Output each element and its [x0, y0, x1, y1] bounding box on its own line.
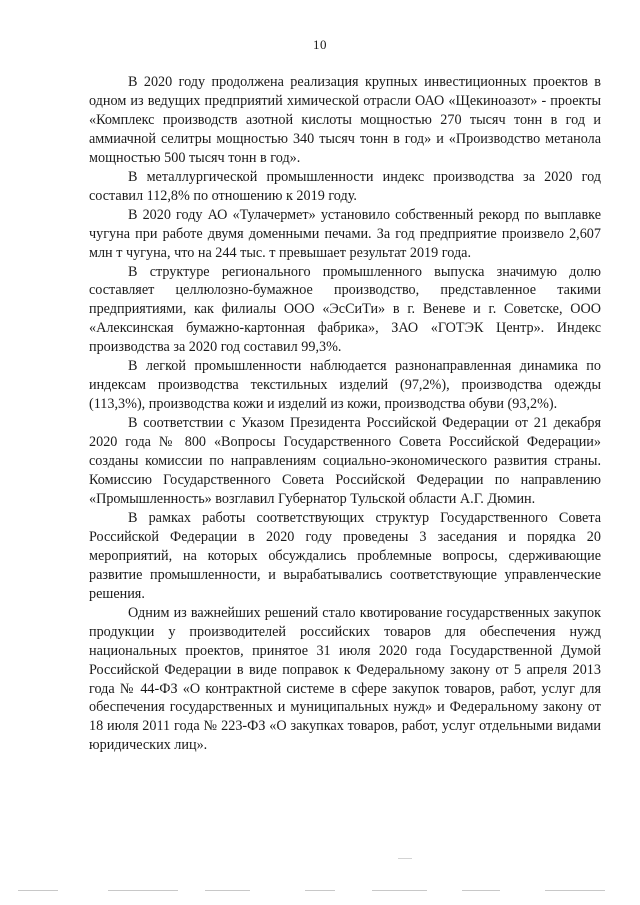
paragraph-state-council-meetings: В рамках работы соответствующих структур Государственного Совета Российской Федерации в 2020 году проведены 3 заседания и порядка 20 мероприятий, на которых обсуждались проблемные вопросы, сдерживающие развитие промышленности, и вырабатывались соответствующие управленческие решения. — [89, 509, 601, 602]
paragraph-procurement-quotas: Одним из важнейших решений стало квотирование государственных закупок продукции у производителей российских товаров для обеспечения нужд национальных проектов, принятое 31 июля 2020 года Государственной Думой Российской Федерации в виде поправок к Федеральному закону от 5 апреля 2013 года № 44-ФЗ «О контрактной системе в сфере закупок товаров, работ, услуг для обеспечения государственных и муниципальных нужд» и Федеральному закону от 18 июля 2011 года № 223-ФЗ «О закупках товаров, работ, услуг отдельными видами юридических лиц». — [89, 604, 601, 754]
paragraph-tulachermet: В 2020 году АО «Тулачермет» установило собственный рекорд по выплавке чугуна при работе двумя доменными печами. За год предприятие произвело 2,607 млн т чугуна, что на 244 тыс. т превышает результат 2019 года. — [89, 206, 601, 261]
paragraph-metallurgy: В металлургической промышленности индекс производства за 2020 год составил 112,8% по отношению к 2019 году. — [89, 168, 601, 204]
body-text — [89, 73, 601, 755]
paragraph-pulp-paper: В структуре регионального промышленного выпуска значимую долю составляет целлюлозно-бумажное производство, представленное такими предприятиями, как филиалы ООО «ЭсСиТи» в г. Веневе и г. Советске, ООО «Алексинская бумажно-картонная фабрика», ЗАО «ГОТЭК Центр». Индекс производства за 2020 год составил 99,3%. — [89, 263, 601, 356]
scan-artifact-bottom-edge — [0, 890, 640, 896]
paragraph-state-council-decree: В соответствии с Указом Президента Российской Федерации от 21 декабря 2020 года № 800 «Вопросы Государственного Совета Российской Федерации» созданы комиссии по направлениям социально-экономического развития страны. Комиссию Государственного Совета Российской Федерации по направлению «Промышленность» возглавил Губернатор Тульской области А.Г. Дюмин. — [89, 415, 601, 507]
paragraph-light-industry: В легкой промышленности наблюдается разнонаправленная динамика по индексам производства текстильных изделий (97,2%), производства одежды (113,3%), производства кожи и изделий из кожи, производства обуви (93,2%). — [89, 358, 601, 413]
scan-artifact-speck — [398, 858, 412, 859]
paragraph-shchekinoazot: В 2020 году продолжена реализация крупных инвестиционных проектов в одном из ведущих предприятий химической отрасли ОАО «Щекиноазот» - проекты «Комплекс производств азотной кислоты мощностью 270 тысяч тонн в год и аммиачной селитры мощностью 340 тысяч тонн в год» и «Производство метанола мощностью 500 тысяч тонн в год». — [89, 74, 601, 166]
page-number: 10 — [313, 37, 327, 52]
